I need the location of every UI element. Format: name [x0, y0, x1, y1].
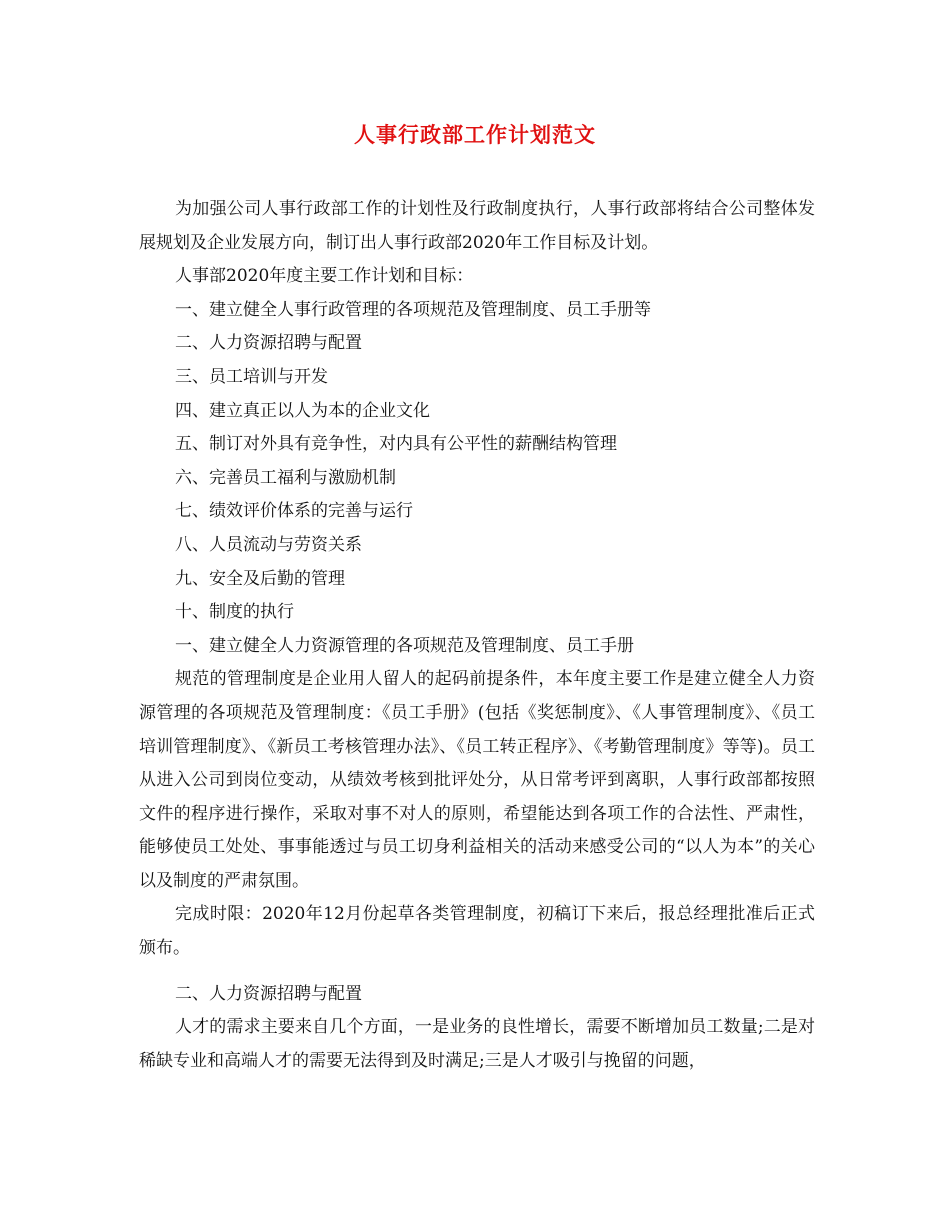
list-item: 六、完善员工福利与激励机制 [175, 467, 396, 488]
list-item: 十、制度的执行 [175, 602, 294, 623]
list-item: 三、员工培训与开发 [175, 366, 328, 387]
list-item: 九、安全及后勤的管理 [175, 568, 345, 589]
list-item: 二、人力资源招聘与配置 [175, 333, 362, 354]
paragraph: 完成时限：2020年12月份起草各类管理制度，初稿订下来后，报总经理批准后正式颁布。 [139, 904, 815, 959]
paragraph: 人事部2020年度主要工作计划和目标： [175, 266, 474, 287]
list-item: 一、建立健全人事行政管理的各项规范及管理制度、员工手册等 [175, 299, 651, 320]
list-item: 四、建立真正以人为本的企业文化 [175, 400, 430, 421]
paragraph: 为加强公司人事行政部工作的计划性及行政制度执行，人事行政部将结合公司整体发展规划及企业发展方向，制订出人事行政部2020年工作目标及计划。 [139, 199, 815, 253]
list-item: 八、人员流动与劳资关系 [175, 534, 362, 555]
paragraph: 人才的需求主要来自几个方面，一是业务的良性增长，需要不断增加员工数量;二是对稀缺专业和高端人才的需要无法得到及时满足;三是人才吸引与挽留的问题， [139, 1017, 815, 1071]
section-heading: 二、人力资源招聘与配置 [175, 983, 362, 1004]
list-item: 七、绩效评价体系的完善与运行 [175, 501, 413, 522]
section-heading: 一、建立健全人力资源管理的各项规范及管理制度、员工手册 [175, 635, 634, 656]
list-item: 五、制订对外具有竞争性，对内具有公平性的薪酬结构管理 [175, 434, 617, 455]
document-body [139, 193, 815, 1078]
paragraph: 规范的管理制度是企业用人留人的起码前提条件，本年度主要工作是建立健全人力资源管理的各项规范及管理制度：《员工手册》(包括《奖惩制度》、《人事管理制度》、《员工培训管理制度》、《新员工考核管理办法》、《员工转正程序》、《考勤管理制度》等等)。员工从进入公司到岗位变动，从绩效考核到批评处分，从日常考评到离职，人事行政部都按照文件的程序进行操作，采取对事不对人的原则，希望能达到各项工作的合法性、严肃性，能够使员工处处、事事能透过与员工切身利益相关的活动来感受公司的“以人为本”的关心以及制度的严肃氛围。 [139, 669, 815, 891]
document-title: 人事行政部工作计划范文 [354, 122, 596, 147]
